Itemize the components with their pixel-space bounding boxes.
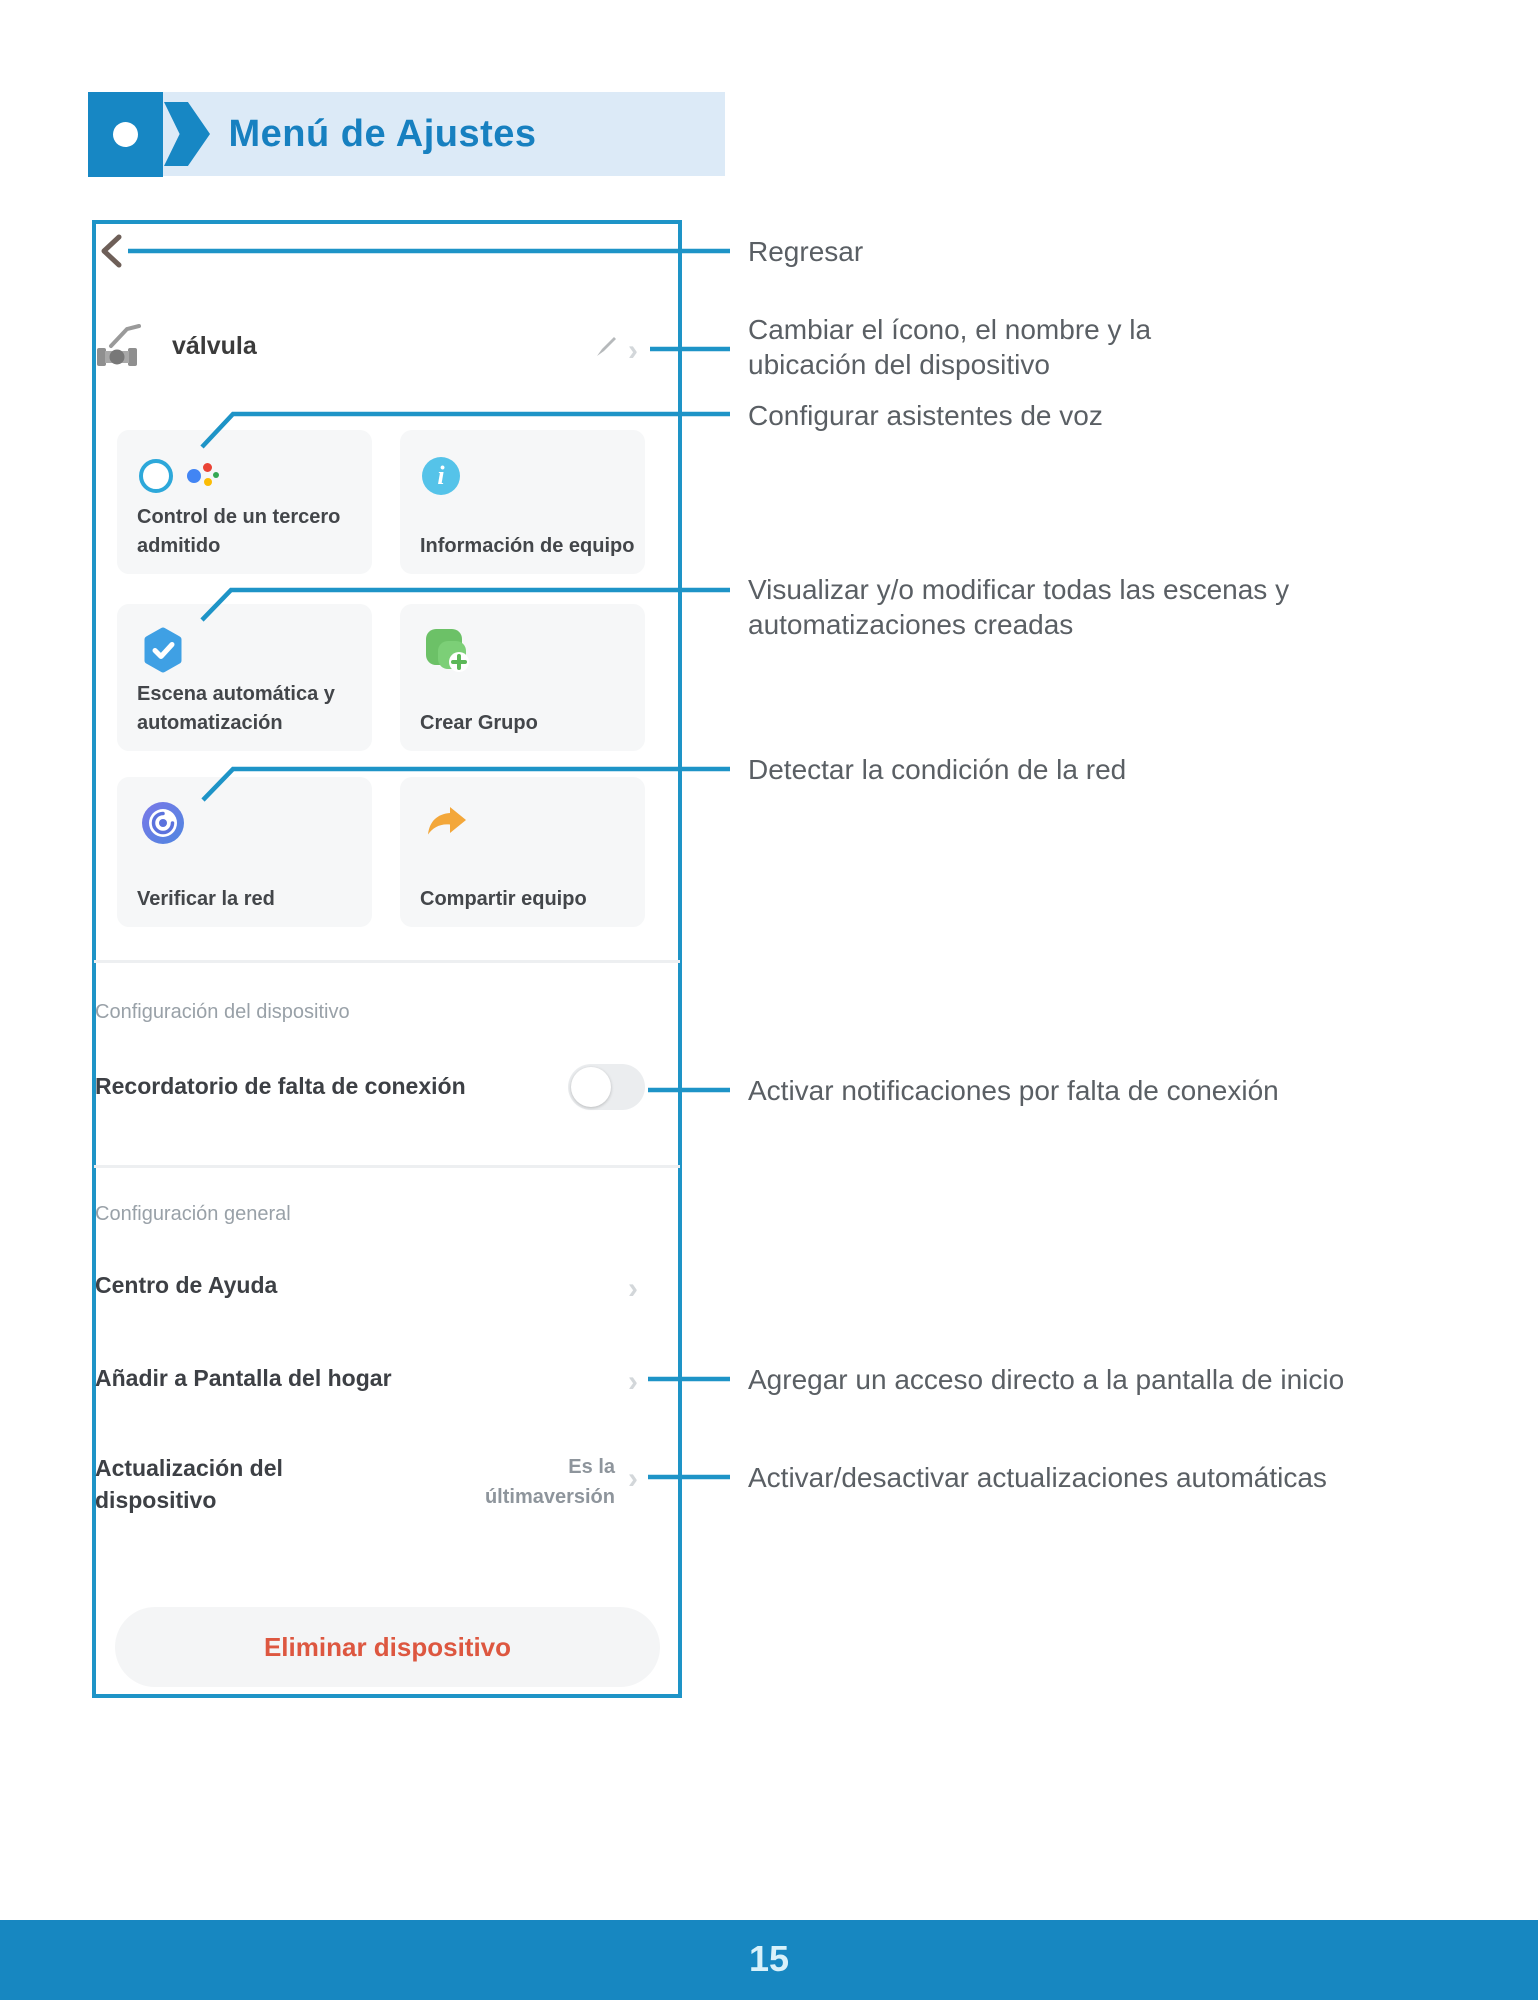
divider — [94, 1165, 680, 1168]
annotation-auto-updates: Activar/desactivar actualizaciones automáticas — [748, 1462, 1327, 1493]
back-icon[interactable] — [98, 233, 124, 269]
alexa-icon — [139, 459, 173, 493]
offline-reminder-label: Recordatorio de falta de conexión — [95, 1073, 466, 1099]
help-center-row[interactable]: Centro de Ayuda — [95, 1272, 278, 1298]
card-label: Información de equipo — [420, 535, 635, 557]
bullet-dot-icon — [113, 122, 138, 147]
annotation-network: Detectar la condición de la red — [748, 754, 1127, 785]
card-third-party-control[interactable] — [117, 430, 372, 574]
annotation-scenes: Visualizar y/o modificar todas las escenas y automatizaciones creadas — [748, 574, 1290, 640]
card-scenes-automation[interactable] — [117, 604, 372, 751]
valve-device-icon — [95, 316, 147, 374]
card-check-network[interactable] — [117, 777, 372, 927]
card-share-device[interactable] — [400, 777, 645, 927]
card-label: Compartir equipo — [420, 888, 587, 910]
card-label: Crear Grupo — [420, 712, 538, 734]
page-title: Menú de Ajustes — [228, 113, 537, 155]
page-number: 15 — [0, 1920, 1538, 2000]
network-check-icon — [139, 799, 187, 847]
annotation-home-shortcut: Agregar un acceso directo a la pantalla de inicio — [748, 1364, 1345, 1395]
section-general-config: Configuración general — [95, 1203, 291, 1225]
divider — [94, 960, 680, 963]
google-assistant-icon — [187, 460, 219, 492]
card-device-info[interactable] — [400, 430, 645, 574]
add-home-row[interactable]: Añadir a Pantalla del hogar — [95, 1365, 392, 1391]
device-update-row[interactable]: Actualización del dispositivo — [95, 1455, 283, 1514]
update-status-value: Es la últimaversión — [484, 1456, 615, 1508]
chevron-right-icon[interactable]: › — [628, 334, 638, 367]
create-group-icon — [422, 625, 472, 675]
offline-reminder-toggle[interactable] — [568, 1064, 645, 1110]
edit-pencil-icon[interactable] — [592, 333, 620, 361]
share-icon — [422, 799, 472, 847]
annotation-edit-device: Cambiar el ícono, el nombre y la ubicación del dispositivo — [748, 314, 1152, 380]
annotation-back: Regresar — [748, 236, 864, 267]
card-label: Verificar la red — [137, 888, 275, 910]
device-name: válvula — [172, 332, 257, 360]
annotation-offline-notifications: Activar notificaciones por falta de conexión — [748, 1075, 1279, 1106]
scene-check-icon — [139, 626, 187, 674]
chevron-right-icon[interactable]: › — [628, 1462, 638, 1495]
delete-device-button[interactable]: Eliminar dispositivo — [115, 1607, 660, 1687]
chevron-right-icon[interactable]: › — [628, 1272, 638, 1305]
chevron-right-icon[interactable]: › — [628, 1365, 638, 1398]
card-label: Escena automática y automatización — [137, 683, 335, 734]
card-label: Control de un tercero admitido — [137, 506, 341, 557]
card-create-group[interactable] — [400, 604, 645, 751]
section-device-config: Configuración del dispositivo — [95, 1001, 350, 1023]
info-icon: i — [422, 457, 460, 495]
annotation-voice-assistants: Configurar asistentes de voz — [748, 400, 1103, 431]
toggle-knob — [571, 1067, 611, 1107]
